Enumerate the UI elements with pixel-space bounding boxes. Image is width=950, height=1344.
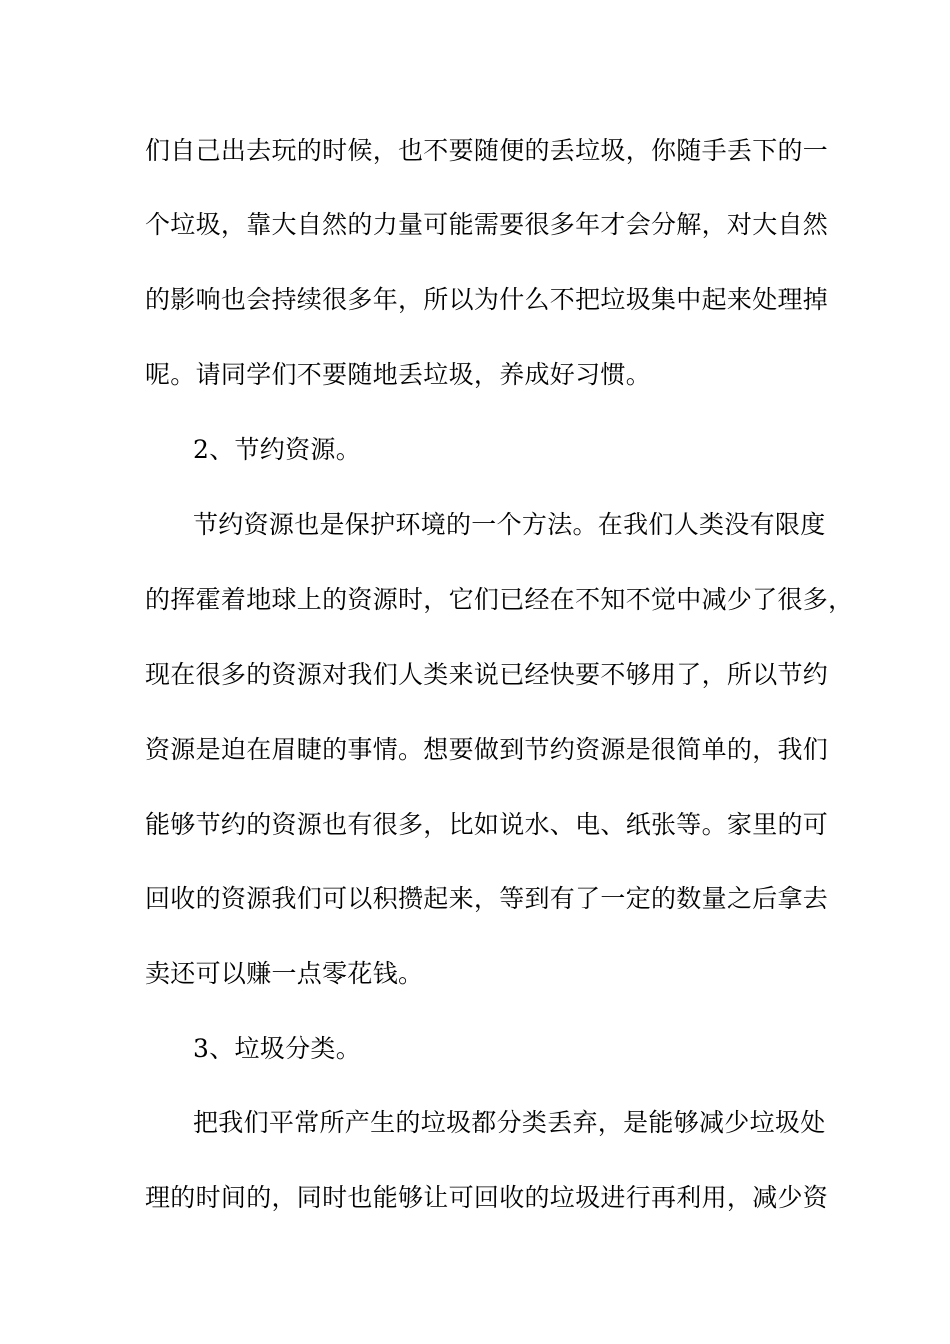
paragraph-line: 把我们平常所产生的垃圾都分类丢弃，是能够减少垃圾处 xyxy=(193,1108,826,1137)
paragraph-line: 现在很多的资源对我们人类来说已经快要不够用了，所以节约 xyxy=(145,660,829,689)
paragraph-line: 节约资源也是保护环境的一个方法。在我们人类没有限度 xyxy=(193,510,826,539)
paragraph-line: 的挥霍着地球上的资源时，它们已经在不知不觉中减少了很多， xyxy=(145,585,854,614)
paragraph-line: 能够节约的资源也有很多，比如说水、电、纸张等。家里的可 xyxy=(145,810,829,839)
section-heading: 3、垃圾分类。 xyxy=(193,1034,362,1063)
paragraph-line: 个垃圾，靠大自然的力量可能需要很多年才会分解，对大自然 xyxy=(145,210,829,239)
paragraph-line: 资源是迫在眉睫的事情。想要做到节约资源是很简单的，我们 xyxy=(145,735,829,764)
paragraph-line: 回收的资源我们可以积攒起来，等到有了一定的数量之后拿去 xyxy=(145,884,829,913)
paragraph-line: 理的时间的，同时也能够让可回收的垃圾进行再利用，减少资 xyxy=(145,1183,829,1212)
section-heading: 2、节约资源。 xyxy=(193,435,362,464)
paragraph-line: 卖还可以赚一点零花钱。 xyxy=(145,959,424,988)
paragraph-line: 呢。请同学们不要随地丢垃圾，养成好习惯。 xyxy=(145,360,652,389)
paragraph-line: 的影响也会持续很多年，所以为什么不把垃圾集中起来处理掉 xyxy=(145,285,829,314)
paragraph-line: 们自己出去玩的时候，也不要随便的丢垃圾，你随手丢下的一 xyxy=(145,136,829,165)
